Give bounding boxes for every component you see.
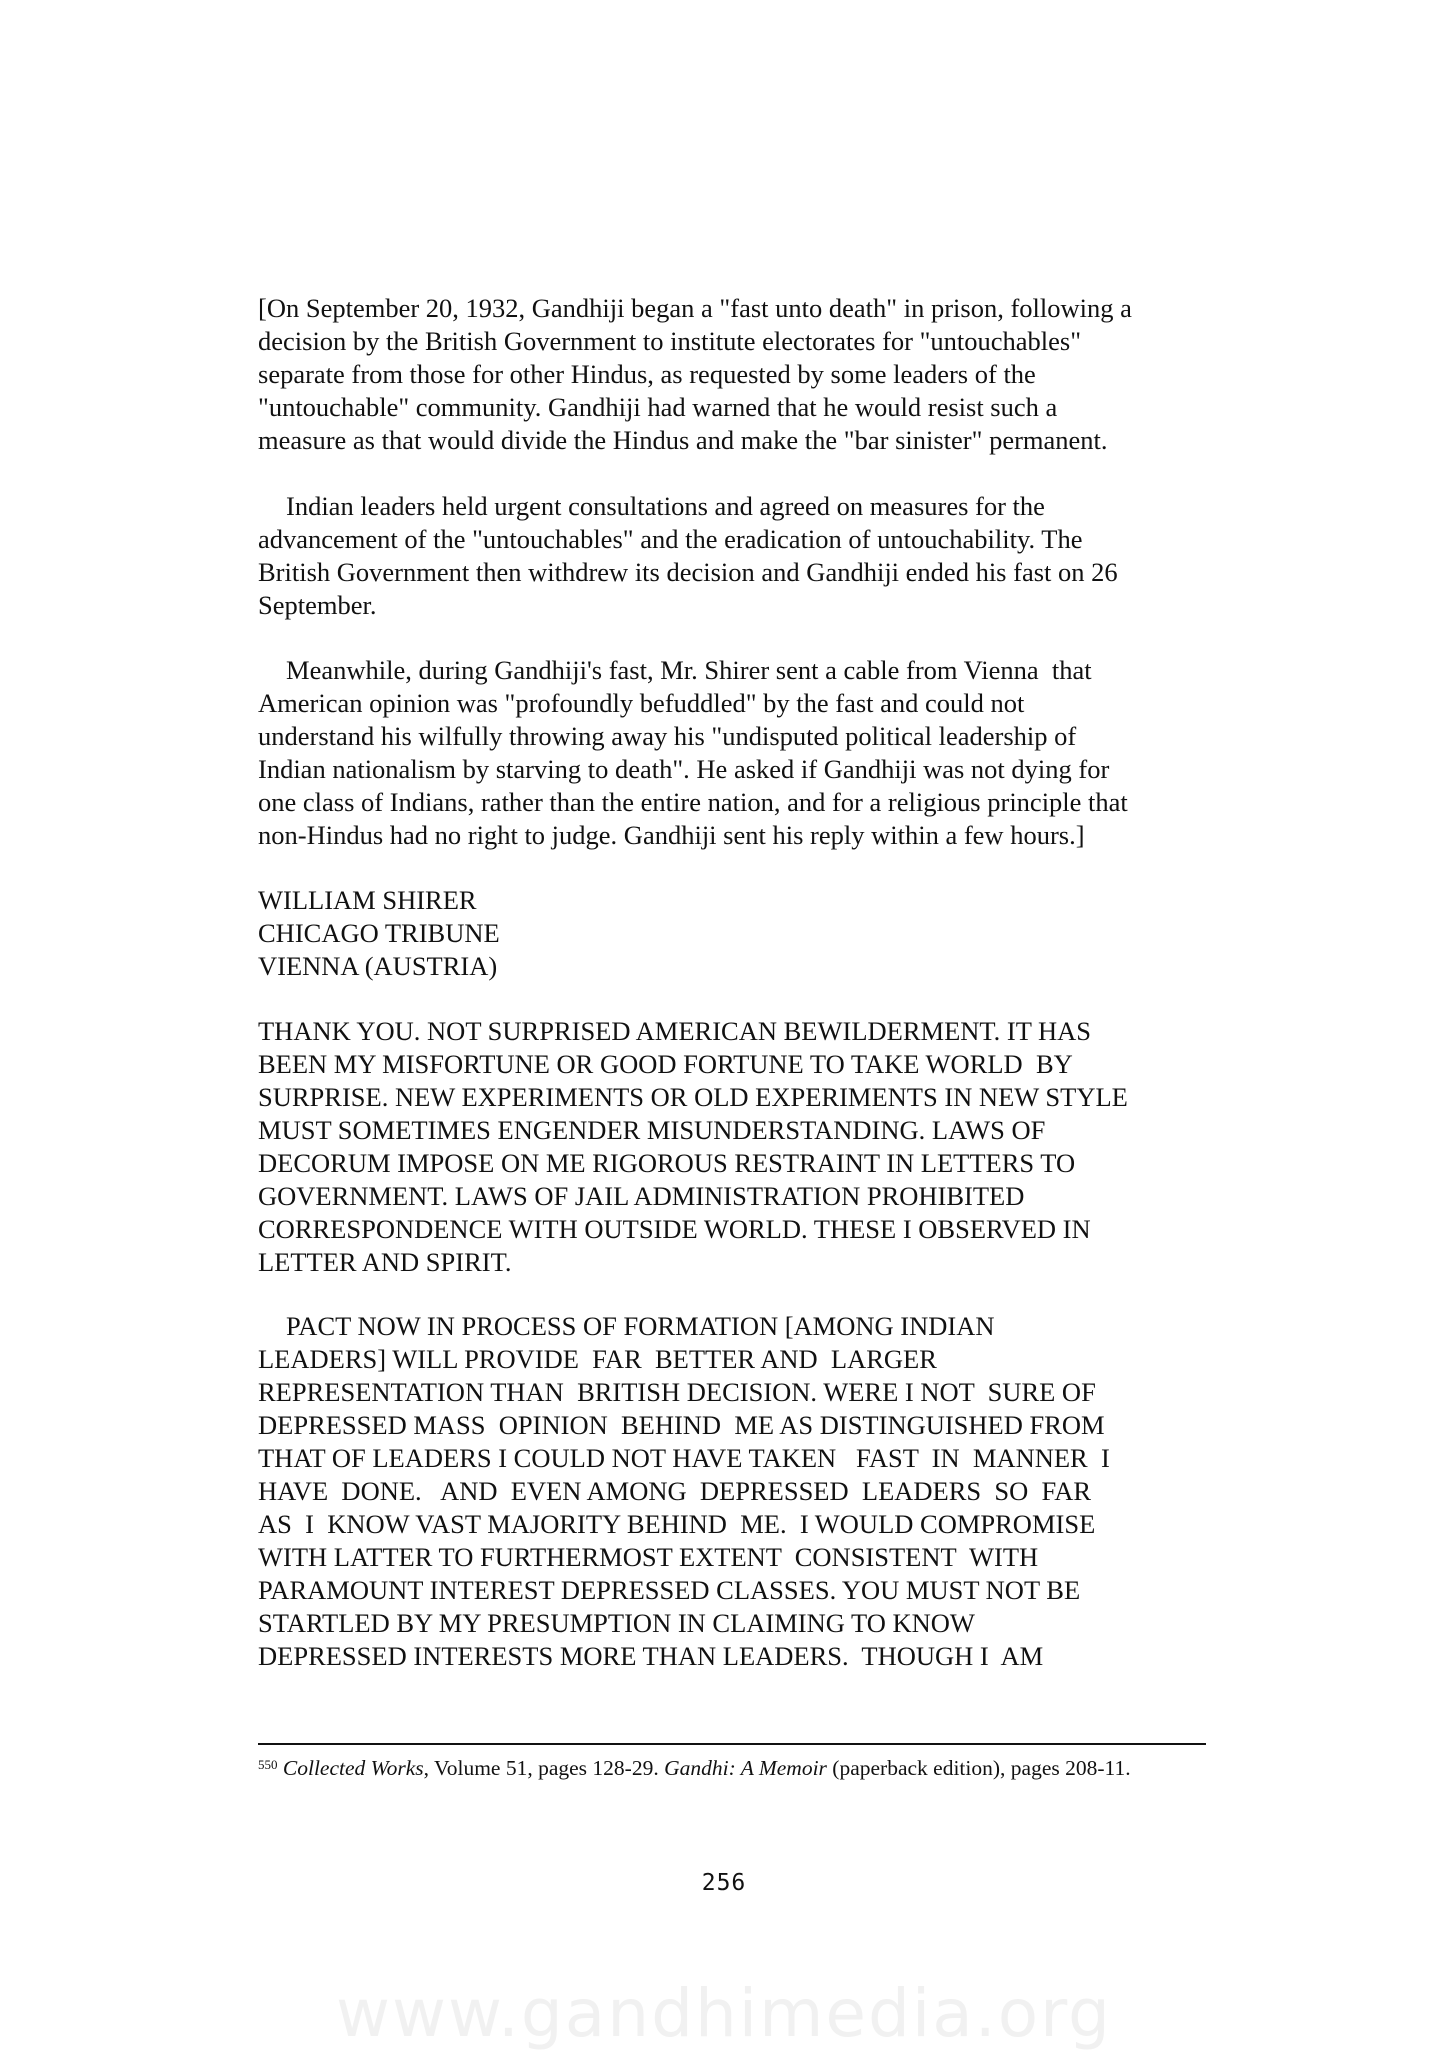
text-line: LEADERS] WILL PROVIDE FAR BETTER AND LARGER xyxy=(258,1344,937,1374)
intro-paragraph-3 xyxy=(258,654,1218,852)
text-line: American opinion was "profoundly befuddled" by the fast and could not xyxy=(258,688,1025,718)
text-line: PARAMOUNT INTEREST DEPRESSED CLASSES. YOU MUST NOT BE xyxy=(258,1575,1081,1605)
text-line: STARTLED BY MY PRESUMPTION IN CLAIMING TO KNOW xyxy=(258,1608,975,1638)
address-line: CHICAGO TRIBUNE xyxy=(258,918,500,948)
text-line: decision by the British Government to institute electorates for "untouchables" xyxy=(258,326,1082,356)
cable-paragraph-1 xyxy=(258,1015,1218,1279)
text-line: BEEN MY MISFORTUNE OR GOOD FORTUNE TO TAKE WORLD BY xyxy=(258,1049,1073,1079)
cable-address xyxy=(258,884,1218,983)
text-line: REPRESENTATION THAN BRITISH DECISION. WERE I NOT SURE OF xyxy=(258,1377,1096,1407)
address-line: WILLIAM SHIRER xyxy=(258,885,477,915)
text-line: LETTER AND SPIRIT. xyxy=(258,1247,512,1277)
text-line: DEPRESSED MASS OPINION BEHIND ME AS DISTINGUISHED FROM xyxy=(258,1410,1105,1440)
text-line: Indian nationalism by starving to death". He asked if Gandhiji was not dying for xyxy=(258,754,1110,784)
text-line: CORRESPONDENCE WITH OUTSIDE WORLD. THESE I OBSERVED IN xyxy=(258,1214,1091,1244)
text-line: DEPRESSED INTERESTS MORE THAN LEADERS. THOUGH I AM xyxy=(258,1641,1044,1671)
text-line: measure as that would divide the Hindus and make the "bar sinister" permanent. xyxy=(258,425,1108,455)
text-line: GOVERNMENT. LAWS OF JAIL ADMINISTRATION PROHIBITED xyxy=(258,1181,1025,1211)
footnote-work-title: Collected Works xyxy=(282,1756,424,1780)
page-number: 256 xyxy=(701,1870,747,1896)
footnote-marker: 550 xyxy=(258,1757,278,1772)
footnote-citation: (paperback edition), pages 208-11. xyxy=(826,1756,1131,1780)
watermark: www.gandhimedia.org xyxy=(336,1975,1112,2052)
footnote xyxy=(258,1754,1206,1782)
text-line: one class of Indians, rather than the entire nation, and for a religious principle that xyxy=(258,787,1128,817)
text-line: THANK YOU. NOT SURPRISED AMERICAN BEWILDERMENT. IT HAS xyxy=(258,1016,1092,1046)
text-line: separate from those for other Hindus, as requested by some leaders of the xyxy=(258,359,1036,389)
text-line: SURPRISE. NEW EXPERIMENTS OR OLD EXPERIMENTS IN NEW STYLE xyxy=(258,1082,1128,1112)
text-line: September. xyxy=(258,590,377,620)
footnote-work-title: Gandhi: A Memoir xyxy=(664,1756,827,1780)
text-line: "untouchable" community. Gandhiji had warned that he would resist such a xyxy=(258,392,1058,422)
cable-paragraph-2 xyxy=(258,1310,1218,1673)
text-line: understand his wilfully throwing away his "undisputed political leadership of xyxy=(258,721,1077,751)
text-line: [On September 20, 1932, Gandhiji began a "fast unto death" in prison, following a xyxy=(258,293,1132,323)
text-line: non-Hindus had no right to judge. Gandhiji sent his reply within a few hours.] xyxy=(258,820,1085,850)
text-line: WITH LATTER TO FURTHERMOST EXTENT CONSISTENT WITH xyxy=(258,1542,1039,1572)
text-line: advancement of the "untouchables" and the eradication of untouchability. The xyxy=(258,524,1083,554)
address-line: VIENNA (AUSTRIA) xyxy=(258,951,498,981)
text-line: British Government then withdrew its decision and Gandhiji ended his fast on 26 xyxy=(258,557,1118,587)
text-line: THAT OF LEADERS I COULD NOT HAVE TAKEN FAST IN MANNER I xyxy=(258,1443,1110,1473)
text-line: MUST SOMETIMES ENGENDER MISUNDERSTANDING. LAWS OF xyxy=(258,1115,1046,1145)
footnote-divider xyxy=(258,1743,1206,1745)
intro-paragraph-2 xyxy=(258,490,1218,622)
footnote-text xyxy=(258,1754,1206,1782)
intro-paragraph-1 xyxy=(258,292,1218,457)
footnote-citation: , Volume 51, pages 128-29. xyxy=(423,1756,665,1780)
text-line: Indian leaders held urgent consultations and agreed on measures for the xyxy=(286,491,1045,521)
text-line: HAVE DONE. AND EVEN AMONG DEPRESSED LEADERS SO FAR xyxy=(258,1476,1092,1506)
text-line: PACT NOW IN PROCESS OF FORMATION [AMONG INDIAN xyxy=(286,1311,995,1341)
text-line: Meanwhile, during Gandhiji's fast, Mr. Shirer sent a cable from Vienna that xyxy=(286,655,1092,685)
text-line: AS I KNOW VAST MAJORITY BEHIND ME. I WOULD COMPROMISE xyxy=(258,1509,1096,1539)
text-line: DECORUM IMPOSE ON ME RIGOROUS RESTRAINT IN LETTERS TO xyxy=(258,1148,1076,1178)
